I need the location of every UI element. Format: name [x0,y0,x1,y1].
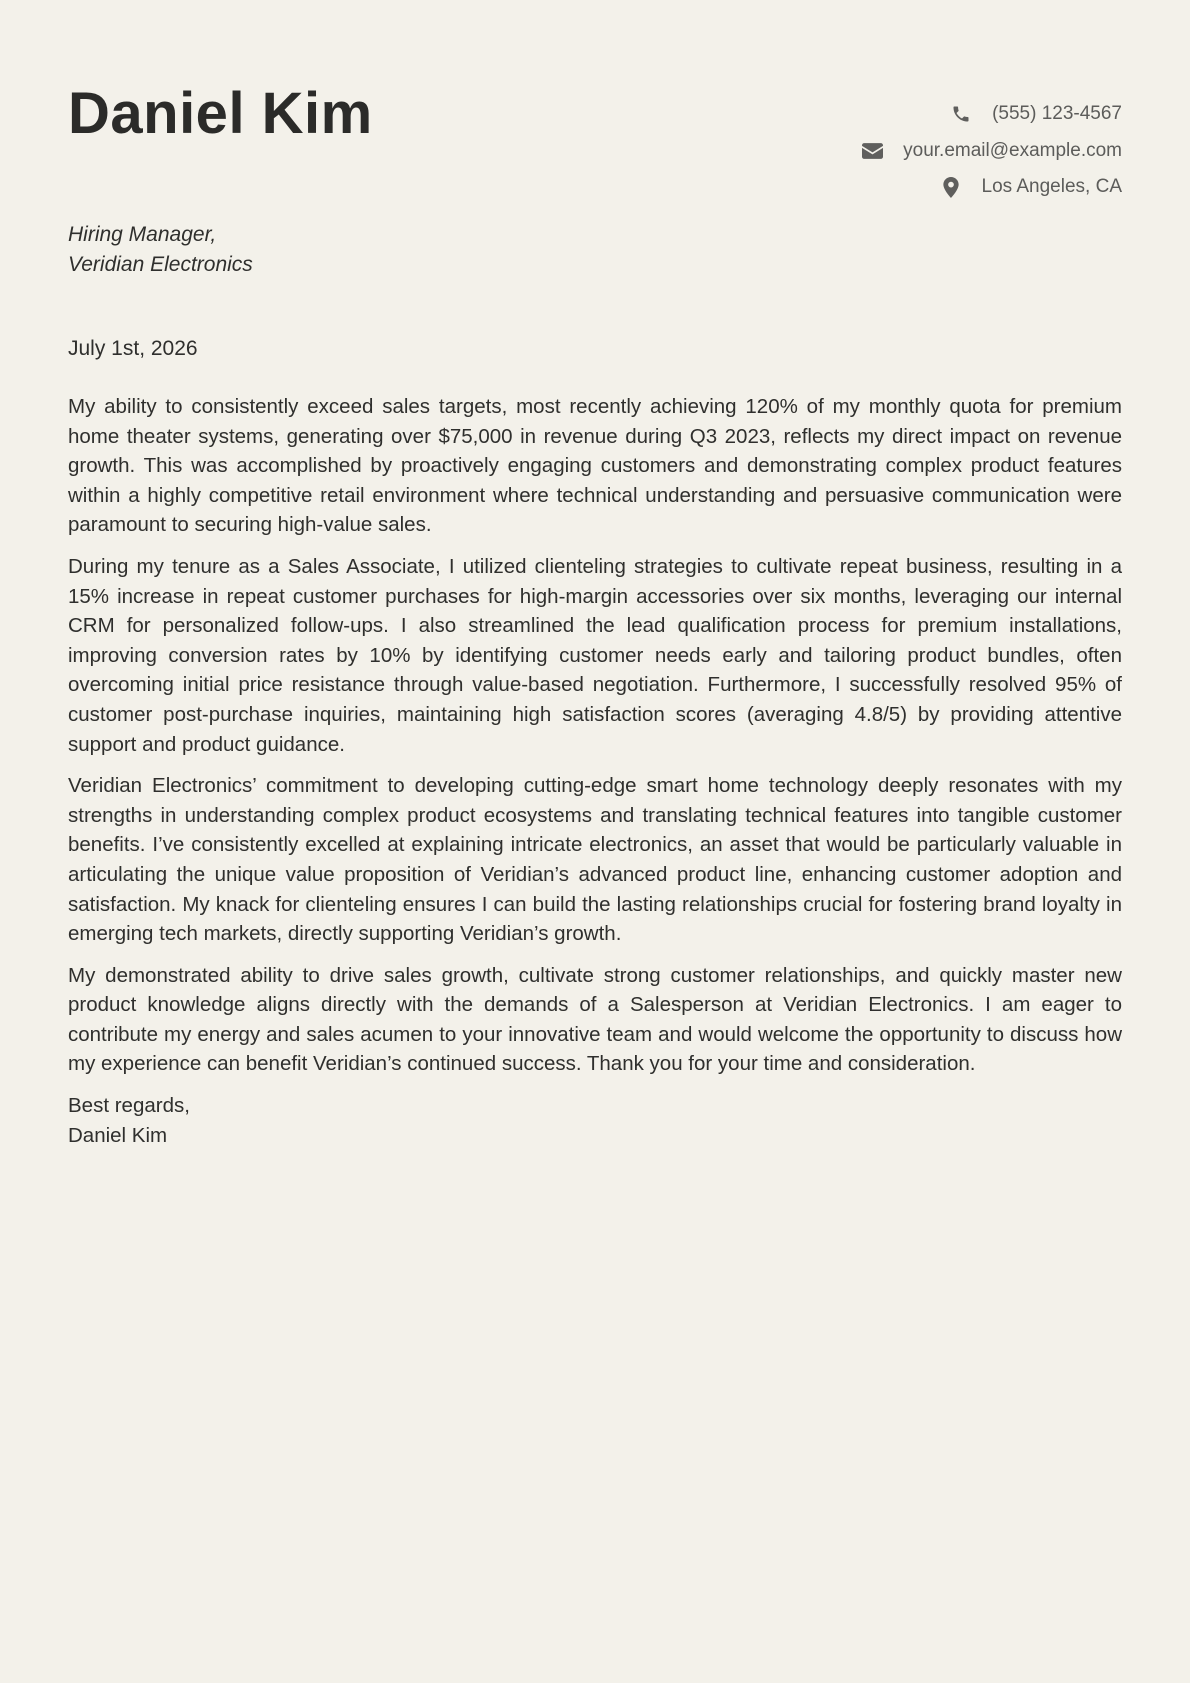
phone-text: (555) 123-4567 [992,103,1122,125]
contact-info [861,96,1122,206]
letter-date: July 1st, 2026 [68,337,198,360]
body-paragraph: My ability to consistently exceed sales targets, most recently achieving 120% of my monthly quota for premium home theater systems, generating over $75,000 in revenue during Q3 2023, reflects my direct impact on revenue growth. This was accomplished by proactively engaging customers and demonstrating complex product features within a highly competitive retail environment where technical understanding and persuasive communication were paramount to securing high-value sales. [68,395,1122,537]
location-pin-icon [940,176,962,198]
email-text: your.email@example.com [903,139,1122,161]
location-text: Los Angeles, CA [981,176,1122,198]
recipient-company: Veridian Electronics [68,253,253,276]
contact-location [861,169,1122,206]
phone-icon [950,103,972,125]
recipient-title: Hiring Manager, [68,223,217,246]
sender-name: Daniel Kim [68,81,373,146]
contact-email [861,133,1122,170]
closing-signature: Daniel Kim [68,1123,168,1147]
closing-salutation: Best regards, [68,1094,190,1118]
letter-closing [68,1091,1122,1150]
body-paragraph: During my tenure as a Sales Associate, I utilized clienteling strategies to cultivate repeat business, resulting in a 15% increase in repeat customer purchases for high-margin accessories over six months, leveraging our internal CRM for personalized follow-ups. I also streamlined the lead qualification process for premium installations, improving conversion rates by 10% by identifying customer needs early and tailoring product bundles, often overcoming initial price resistance through value-based negotiation. Furthermore, I successfully resolved 95% of customer post-purchase inquiries, maintaining high satisfaction scores (averaging 4.8/5) by providing attentive support and product guidance. [68,554,1122,756]
letter-body [68,392,1122,1079]
body-paragraph: My demonstrated ability to drive sales growth, cultivate strong customer relationships, and quickly master new product knowledge aligns directly with the demands of a Salesperson at Veridian Electronics. I am eager to contribute my energy and sales acumen to your innovative team and would welcome the opportunity to discuss how my experience can benefit Veridian’s continued success. Thank you for your time and consideration. [68,963,1122,1076]
letter-header [68,0,1122,200]
body-paragraph: Veridian Electronics’ commitment to developing cutting-edge smart home technology deeply resonates with my strengths in understanding complex product ecosystems and translating technical features into tangible customer benefits. I’ve consistently excelled at explaining intricate electronics, an asset that would be particularly valuable in articulating the unique value proposition of Veridian’s advanced product line, enhancing customer adoption and satisfaction. My knack for clienteling ensures I can build the lasting relationships crucial for fostering brand loyalty in emerging tech markets, directly supporting Veridian’s growth. [68,774,1122,946]
envelope-icon [861,140,883,162]
contact-phone [861,96,1122,133]
recipient-block [68,220,1122,280]
